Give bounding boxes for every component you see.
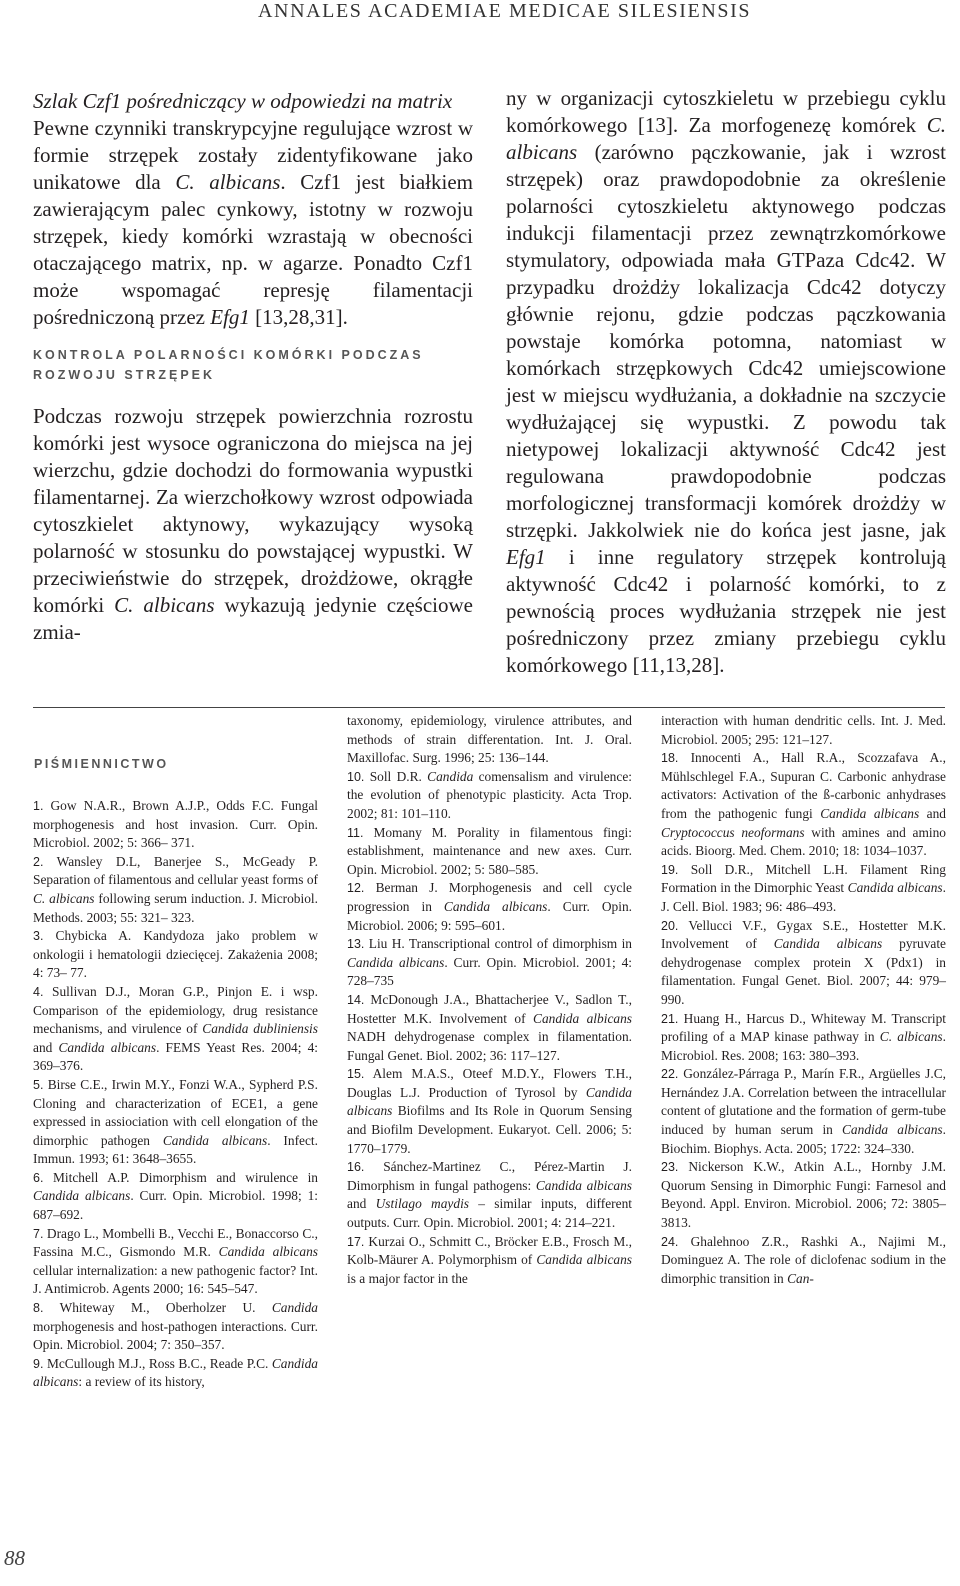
species-name: Candida albicans [820, 805, 920, 821]
reference-item [661, 861, 946, 917]
reference-text: taxonomy, epidemiology, virulence attributes, and methods of strain differentation. Int. J. Oral. Maxillofac. Surg. 1996; 25: 136–144. [347, 713, 632, 766]
reference-text: Soll D.R. [369, 768, 428, 784]
species-name: Candida albicans [218, 1244, 318, 1260]
species-name: C. albicans [506, 113, 946, 164]
paragraph [33, 403, 473, 646]
species-name: Candida albicans [347, 1084, 632, 1119]
species-name: Candida albicans [33, 1355, 318, 1390]
reference-number: 23. [661, 1160, 679, 1175]
reference-item [347, 879, 632, 935]
subheading: Szlak Czf1 pośredniczący w odpowiedzi na matrix [33, 89, 453, 113]
reference-item [661, 1010, 946, 1066]
reference-text: Mitchell A.P. Dimorphism and wirulence in [53, 1169, 318, 1185]
reference-text: . Curr. Opin. Microbiol. 2001; 4: 728–735 [347, 954, 632, 989]
reference-item [33, 1076, 318, 1169]
reference-text: Whiteway M., Oberholzer U. [59, 1300, 272, 1316]
reference-number: 24. [661, 1234, 679, 1249]
species-name: Candida albicans [773, 936, 883, 952]
reference-text: morphogenesis and host-pathogen interactions. Curr. Opin. Microbiol. 2004; 7: 350–357. [33, 1318, 318, 1353]
reference-number: 6. [33, 1170, 44, 1185]
reference-text: González-Párraga P., Marín F.R., Argüelles J.C, Hernández J.A. Correlation between the intracellular content of glutatione and the formation of germ-tube induced by human serum in [661, 1066, 946, 1138]
reference-text: following serum induction. J. Microbiol. Methods. 2003; 55: 321– 323. [33, 890, 318, 925]
reference-text: is a major factor in the [347, 1270, 468, 1286]
references-column-1 [33, 797, 318, 1392]
species-name: C. albicans [114, 593, 215, 617]
text-run: (zarówno pączkowanie, jak i wzrost strzępek) oraz prawdopodobnie za określenie polarności cytoszkieletu aktynowego podczas indukcji filamentacji przez zewnątrzkomórkowe stymulatory, odpowiada mała GTPaza Cdc42. W przypadku drożdży lokalizacja Cdc42 dotyczy głównie rejonu, gdzie podczas pączkowania powstaje komórka potomna, natomiast w komórkach strzępkowych Cdc42 umiejscowione jest w miejscu wydłużania, a dokładnie na szczycie wydłużającej się wypustki. Z powodu tak nietypowej lokalizacji aktywność Cdc42 jest regulowana prawdopodobnie podczas morfologicznej transformacji komórek drożdży w strzępki. Jakkolwiek nie do końca jest jasne, jak [506, 140, 946, 542]
species-name: Ustilago maydis [375, 1196, 469, 1212]
reference-text: . Microbiol. Res. 2008; 163: 380–393. [661, 1029, 946, 1063]
reference-text: . J. Cell. Biol. 1983; 96: 486–493. [661, 880, 946, 914]
reference-item [33, 1299, 318, 1355]
reference-number: 3. [33, 929, 44, 944]
reference-text: Birse C.E., Irwin M.Y., Fonzi W.A., Sypherd P.S. Cloning and characterization of ECE1, a gene expressed in assiociation with cell elongation of the dimorphic pathogen [33, 1076, 318, 1148]
reference-text: and [347, 1196, 376, 1212]
reference-text: interaction with human dendritic cells. Int. J. Med. Microbiol. 2005; 295: 121–127. [661, 713, 946, 747]
reference-number: 1. [33, 799, 44, 813]
reference-text: Soll D.R., Mitchell L.H. Filament Ring Formation in the Dimorphic Yeast [661, 861, 946, 896]
reference-number: 14. [347, 992, 365, 1007]
reference-number: 11. [347, 825, 364, 840]
reference-text: Sullivan D.J., Moran G.P., Pinjon E. i wsp. Comparison of the epidemiology, drug resistance mechanisms, and virulence of [33, 983, 318, 1037]
reference-text: . Curr. Opin. Microbiol. 2006; 9: 595–601. [347, 898, 633, 933]
journal-header: ANNALES ACADEMIAE MEDICAE SILESIENSIS [258, 0, 752, 22]
text-run: . Czf1 jest białkiem zawierającym palec cynkowy, istotny w rozwoju strzępek, kiedy komórki wzrastają w obecności otaczającego matrix, np. w agarze. Ponadto Czf1 może wspomagać represję filamentacji pośredniczoną przez [33, 170, 473, 329]
reference-number: 22. [661, 1067, 679, 1082]
reference-number: 19. [661, 862, 679, 877]
species-name: Cryptococcus neoformans [661, 824, 805, 840]
reference-text: and [33, 1039, 59, 1055]
reference-text: : a review of its history, [78, 1374, 205, 1390]
reference-item [347, 1158, 632, 1232]
reference-text: Vellucci V.F., Gygax S.E., Hostetter M.K. Involvement of [661, 917, 947, 952]
reference-text: cellular internalization: a new pathogenic factor? Int. J. Antimicrob. Agents 2000; 16: 545–547. [33, 1262, 318, 1297]
species-name: Candida albicans [33, 1188, 131, 1204]
reference-item [661, 712, 946, 749]
reference-text: pyruvate dehydrogenase complex protein X (Pdx1) in filamentation. Fungal Genet. Biol. 2007; 44: 979–990. [661, 936, 946, 1007]
reference-text: comensalism and virulence: the evolution of phenotypic plasticity. Acta Trop. 2002; 81: 101–110. [347, 768, 632, 821]
species-name: Candida [427, 768, 474, 784]
reference-number: 2. [33, 854, 44, 869]
reference-text: and [919, 805, 946, 821]
reference-item [347, 1233, 632, 1289]
reference-text: Alem M.A.S., Oteef M.D.Y., Flowers T.H., Douglas L.J. Production of Tyrosol by [347, 1066, 632, 1100]
reference-number: 21. [661, 1011, 679, 1026]
reference-text: Huang H., Harcus D., Whiteway M. Transcript profiling of a MAP kinase pathway in [661, 1010, 946, 1045]
species-name: Candida albicans [58, 1039, 157, 1055]
paragraph [506, 85, 946, 679]
reference-item [661, 1158, 946, 1232]
species-name: Candida albicans [162, 1132, 268, 1148]
reference-text: Liu H. Transcriptional control of dimorphism in [368, 936, 632, 952]
reference-number: 5. [33, 1077, 44, 1092]
species-name: Candida albicans [842, 1122, 943, 1138]
reference-item [347, 768, 632, 824]
reference-text: Nickerson K.W., Atkin A.L., Hornby J.M. Quorum Sensing in Dimorphic Fungi: Farnesol and Beyond. Appl. Environ. Microbiol. 2006; 72: 3805–3813. [661, 1159, 946, 1231]
reference-item [661, 749, 946, 861]
reference-text: Berman J. Morphogenesis and cell cycle progression in [347, 880, 632, 914]
reference-item [33, 1355, 318, 1392]
left-column [33, 88, 473, 646]
section-title: KONTROLA POLARNOŚCI KOMÓRKI PODCZAS ROZWOJU STRZĘPEK [33, 348, 424, 382]
species-name: C. albicans [175, 170, 281, 194]
reference-item [661, 917, 946, 1010]
reference-number: 4. [33, 984, 44, 999]
species-name: Candida albicans [535, 1177, 632, 1193]
species-name: Candida [271, 1300, 319, 1316]
text-run: Podczas rozwoju strzępek powierzchnia rozrostu komórki jest wysoce ograniczona do miejsca na jej wierzchu, gdzie dochodzi do formowania wypustki filamentarnej. Za wierzchołkowy wzrost odpowiada cytoszkielet aktynowy, wykazujący wysoką polarność w stosunku do powstającej wypustki. W przeciwieństwie do strzępek, drożdżowe, okrągłe komórki [33, 404, 473, 617]
reference-text: . FEMS Yeast Res. 2004; 4: 369–376. [33, 1039, 318, 1074]
reference-text: Drago L., Mombelli B., Vecchi E., Bonaccorso C., Fassina M.C., Gismondo M.R. [33, 1225, 318, 1260]
reference-text: with amines and amino acids. Bioorg. Med. Chem. 2010; 18: 1034–1037. [661, 824, 946, 859]
references-column-3 [661, 712, 946, 1288]
reference-number: 13. [347, 937, 365, 952]
reference-text: Kurzai O., Schmitt C., Bröcker E.B., Frosch M., Kolb-Mäurer A. Polymorphism of [347, 1233, 632, 1268]
reference-item [661, 1233, 946, 1289]
species-name: Candida albicans [443, 898, 548, 914]
gene-name: Efg1 [210, 305, 250, 329]
species-name: C. albicans [33, 890, 95, 906]
species-name: Candida albicans [533, 1010, 632, 1026]
reference-number: 20. [661, 918, 679, 933]
species-name: C. albicans [879, 1029, 943, 1045]
reference-item [33, 1225, 318, 1299]
species-name: Can- [787, 1270, 814, 1286]
reference-item [661, 1065, 946, 1158]
species-name: Candida dubliniensis [202, 1021, 318, 1037]
reference-text: – similar inputs, different outputs. Curr. Opin. Microbiol. 2001; 4: 214–221. [347, 1196, 632, 1231]
reference-text: NADH dehydrogenase complex in filamentation. Fungal Genet. Biol. 2002; 36: 117–127. [347, 1029, 632, 1063]
species-name: Candida albicans [536, 1252, 632, 1268]
page-number: 88 [4, 1546, 25, 1570]
reference-number: 16. [347, 1160, 365, 1175]
reference-number: 10. [347, 769, 365, 784]
reference-text: Momany M. Porality in filamentous fingi: establishment, maintenance and new axes. Curr. Opin. Microbiol. 2002; 5: 580–585. [347, 824, 632, 877]
reference-text: Wansley D.L, Banerjee S., McGeady P. Separation of filamentous and cellular yeast forms of [33, 853, 318, 888]
reference-number: 8. [33, 1301, 44, 1316]
reference-item [347, 1065, 632, 1158]
reference-item [33, 797, 318, 853]
reference-item [347, 935, 632, 991]
reference-text: . Biochim. Biophys. Acta. 2005; 1722: 324–330. [661, 1122, 946, 1156]
reference-item [33, 927, 318, 983]
reference-text: Gow N.A.R., Brown A.J.P., Odds F.C. Fungal morphogenesis and host invasion. Curr. Opin. Microbiol. 2002; 5: 366– 371. [33, 798, 318, 851]
text-run: Pewne czynniki transkrypcyjne regulujące wzrost w formie strzępek zostały zidentyfikowane jako unikatowe dla [33, 116, 473, 194]
text-run: ny w organizacji cytoszkieletu w przebiegu cyklu komórkowego [13]. Za morfogenezę komórek [506, 86, 946, 137]
reference-item [347, 824, 632, 880]
paragraph [33, 115, 473, 331]
reference-text: . Curr. Opin. Microbiol. 1998; 1: 687–692. [33, 1188, 318, 1223]
reference-text: McCullough M.J., Ross B.C., Reade P.C. [46, 1355, 272, 1371]
text-run: [13,28,31]. [249, 305, 348, 329]
reference-item [347, 991, 632, 1065]
reference-item [33, 983, 318, 1076]
references-title: PIŚMIENNICTWO [34, 757, 169, 771]
reference-item [33, 1169, 318, 1225]
text-run: i inne regulatory strzępek kontrolują aktywność Cdc42 i polarność komórki, to z pewnością proces wydłużania strzępek nie jest pośredniczony przez zmiany przebiegu cyklu komórkowego [11,13,28]. [506, 545, 946, 677]
reference-item [33, 853, 318, 927]
right-column [506, 85, 946, 679]
reference-number: 7. [33, 1226, 44, 1241]
reference-text: . Infect. Immun. 1993; 61: 3648–3655. [33, 1132, 318, 1167]
reference-number: 9. [33, 1356, 44, 1371]
reference-text: Sánchez-Martinez C., Pérez-Martin J. Dimorphism in fungal pathogens: [347, 1159, 632, 1193]
gene-name: Efg1 [506, 545, 546, 569]
species-name: Candida albicans [347, 954, 445, 970]
text-run: wykazują jedynie częściowe zmia- [33, 593, 473, 644]
reference-number: 15. [347, 1067, 365, 1082]
reference-text: McDonough J.A., Bhattacherjee V., Sadlon T., Hostetter M.K. Involvement of [347, 991, 632, 1026]
section-divider [33, 707, 945, 708]
reference-text: Innocenti A., Hall R.A., Scozzafava A., Mühlschlegel F.A., Supuran C. Carbonic anhydrase activators: Activation of the ß-carbonic anhydrases from the pathogenic fungi [661, 750, 946, 821]
species-name: Candida albicans [847, 880, 943, 896]
reference-number: 18. [661, 751, 679, 766]
reference-text: Ghalehnoo Z.R., Rashki A., Najimi M., Dominguez A. The role of diclofenac sodium in the dimorphic transition in [661, 1233, 946, 1286]
reference-number: 17. [347, 1234, 365, 1249]
reference-text: Chybicka A. Kandydoza jako problem w onkologii i hematologii dziecięcej. Zakażenia 2008; 4: 73– 77. [33, 928, 318, 981]
references-column-2 [347, 712, 632, 1288]
reference-number: 12. [347, 881, 365, 896]
reference-item [347, 712, 632, 768]
reference-text: Biofilms and Its Role in Quorum Sensing and Biofilm Development. Eukaryot. Cell. 2006; 5: 1770–1779. [347, 1103, 632, 1156]
